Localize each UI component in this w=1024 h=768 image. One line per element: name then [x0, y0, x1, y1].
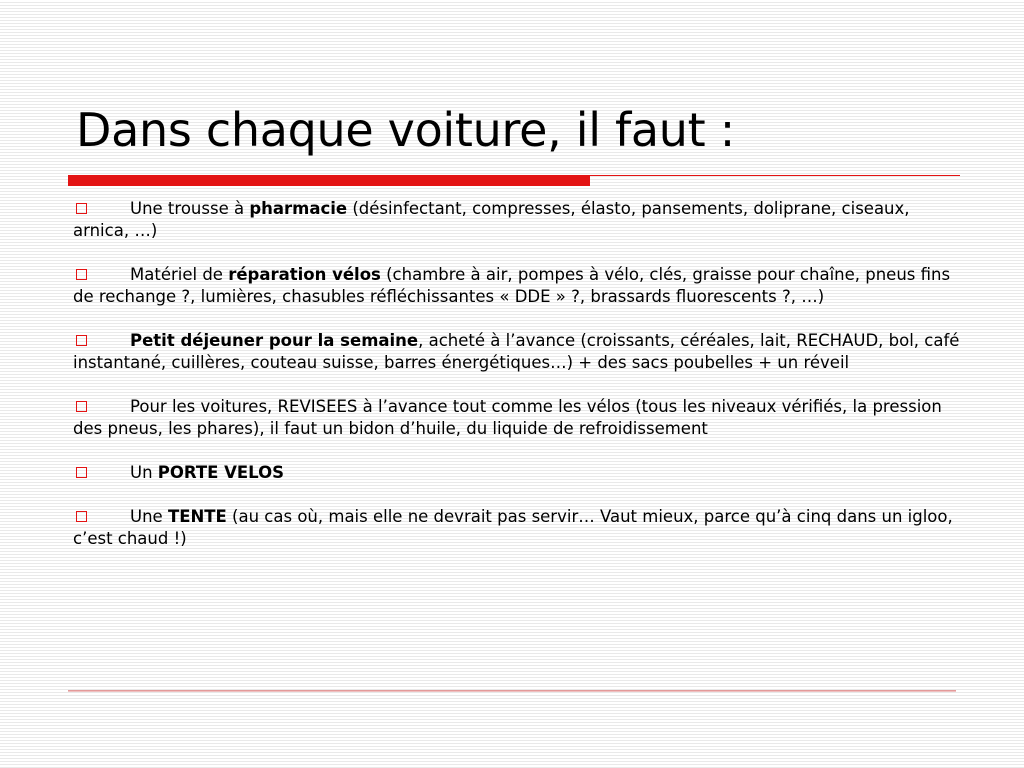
square-bullet-icon [76, 401, 87, 412]
bullet-keyword: TENTE [167, 507, 227, 526]
slide-title: Dans chaque voiture, il faut : [76, 103, 735, 157]
bullet-reparation-velos [73, 264, 963, 308]
bullet-text: (chambre à air, pompes à vélo, clés, graisse pour chaîne, pneus fins de rechange ?, lumières, chasubles réfléchissantes « DDE » ?, brassards fluorescents ?, …) [73, 265, 951, 306]
bullet-petit-dejeuner [73, 330, 963, 374]
bullet-keyword: PORTE VELOS [157, 463, 285, 482]
bullet-keyword: Petit déjeuner pour la semaine [130, 331, 419, 350]
bullet-text: Une trousse à [130, 199, 250, 218]
square-bullet-icon [76, 203, 87, 214]
title-underline-thin [590, 175, 960, 176]
bullet-text: Un [130, 463, 158, 482]
bullet-text: Pour les voitures, REVISEES à l’avance tout comme les vélos (tous les niveaux vérifiés, la pression des pneus, les phares), il faut un bidon d’huile, du liquide de refroidissement [73, 397, 942, 438]
square-bullet-icon [76, 511, 87, 522]
bullet-text: , acheté à l’avance (croissants, céréales, lait, RECHAUD, bol, café instantané, cuillères, couteau suisse, barres énergétiques…) + des sacs poubelles + un réveil [73, 331, 960, 372]
bullet-text: Matériel de [130, 265, 229, 284]
bullet-keyword: réparation vélos [228, 265, 381, 284]
bullet-text: Une [130, 507, 168, 526]
title-underline-accent [68, 175, 590, 186]
square-bullet-icon [76, 467, 87, 478]
bullet-tente [73, 506, 963, 550]
bullet-voitures [73, 396, 963, 440]
bullet-pharmacie [73, 198, 963, 242]
footer-divider [68, 690, 956, 692]
bullet-keyword: pharmacie [249, 199, 348, 218]
bullet-text: (désinfectant, compresses, élasto, pansements, doliprane, ciseaux, arnica, …) [73, 199, 910, 240]
bullet-list [73, 198, 963, 572]
square-bullet-icon [76, 335, 87, 346]
bullet-porte-velos [73, 462, 963, 484]
bullet-text: (au cas où, mais elle ne devrait pas servir… Vaut mieux, parce qu’à cinq dans un igloo, c’est chaud !) [73, 507, 953, 548]
square-bullet-icon [76, 269, 87, 280]
